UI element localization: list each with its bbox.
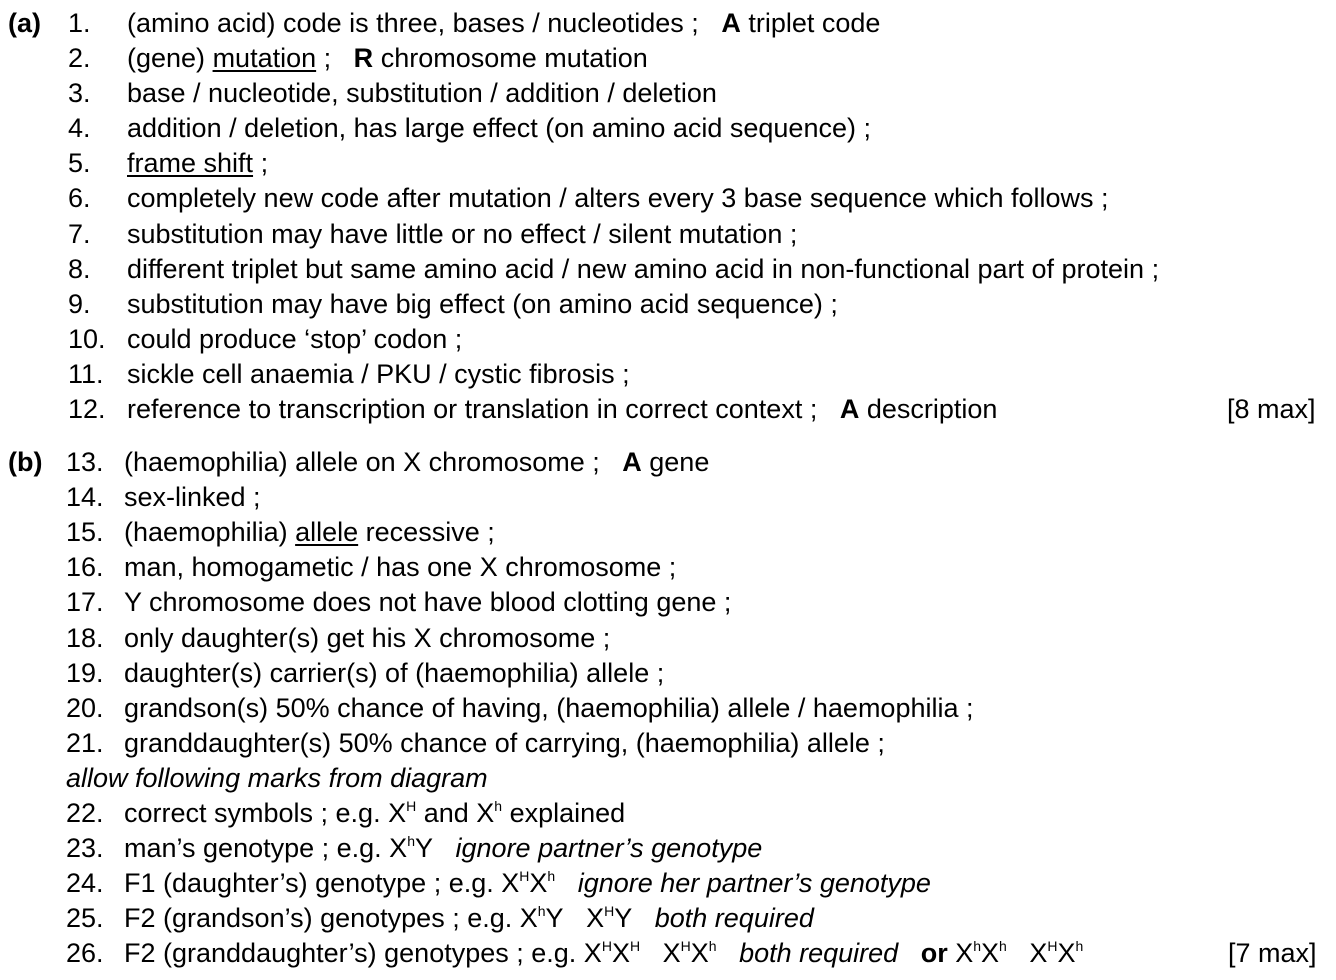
item-text: grandson(s) 50% chance of having, (haemophilia) allele / haemophilia ; xyxy=(124,693,974,723)
item-text: substitution may have little or no effect / silent mutation ; xyxy=(127,219,798,249)
item-number: 2. xyxy=(68,43,91,73)
item-text: granddaughter(s) 50% chance of carrying, (haemophilia) allele ; xyxy=(124,728,885,758)
item-number: 13. xyxy=(66,447,104,477)
item-text: sickle cell anaemia / PKU / cystic fibrosis ; xyxy=(127,359,630,389)
item-text: only daughter(s) get his X chromosome ; xyxy=(124,623,611,653)
item-number: 22. xyxy=(66,798,104,828)
item-text: man’s genotype ; e.g. $X^hY$ ignore partner’s genotype xyxy=(124,833,763,863)
item-text: correct symbols ; e.g. $X^H$ and $X^h$ explained xyxy=(124,798,626,828)
item-text: addition / deletion, has large effect (on amino acid sequence) ; xyxy=(127,113,871,143)
item-text: reference to transcription or translation in correct context ; A description xyxy=(127,394,998,424)
item-text: daughter(s) carrier(s) of (haemophilia) allele ; xyxy=(124,658,665,688)
item-number: 11. xyxy=(68,359,104,389)
item-text: F1 (daughter’s) genotype ; e.g. $X^HX^h$ ignore her partner’s genotype xyxy=(124,868,931,898)
item-text: (gene) mutation ; R chromosome mutation xyxy=(127,43,648,73)
item-number: 24. xyxy=(66,868,104,898)
item-text: (amino acid) code is three, bases / nucleotides ; A triplet code xyxy=(127,8,881,38)
item-text: Y chromosome does not have blood clotting gene ; xyxy=(124,587,732,617)
item-text: frame shift ; xyxy=(127,148,269,178)
item-number: 1. xyxy=(68,8,91,38)
item-number: 16. xyxy=(66,552,104,582)
item-number: 5. xyxy=(68,148,91,178)
item-text: completely new code after mutation / alters every 3 base sequence which follows ; xyxy=(127,183,1109,213)
item-number: 17. xyxy=(66,587,104,617)
part-b-label: (b) xyxy=(8,447,43,477)
part-a-label: (a) xyxy=(8,8,41,38)
diagram-note-text: allow following marks from diagram xyxy=(66,763,488,793)
item-number: 26. xyxy=(66,938,104,968)
item-number: 18. xyxy=(66,623,104,653)
item-number: 20. xyxy=(66,693,104,723)
item-number: 6. xyxy=(68,183,91,213)
item-number: 21. xyxy=(66,728,104,758)
item-text: F2 (granddaughter’s) genotypes ; e.g. $X^HX^H$ $X^HX^h$ both required or $X^hX^h$ $X^HX^h$ xyxy=(124,938,1084,968)
max-marks-a: [8 max] xyxy=(1227,394,1316,424)
item-text: base / nucleotide, substitution / addition / deletion xyxy=(127,78,717,108)
item-text: (haemophilia) allele recessive ; xyxy=(124,517,495,547)
item-number: 8. xyxy=(68,254,91,284)
item-number: 19. xyxy=(66,658,104,688)
item-number: 10. xyxy=(68,324,106,354)
item-number: 14. xyxy=(66,482,104,512)
item-number: 15. xyxy=(66,517,104,547)
item-number: 12. xyxy=(68,394,106,424)
item-text: different triplet but same amino acid / new amino acid in non-functional part of protein ; xyxy=(127,254,1160,284)
item-number: 23. xyxy=(66,833,104,863)
item-text: could produce ‘stop’ codon ; xyxy=(127,324,463,354)
item-number: 4. xyxy=(68,113,91,143)
item-number: 9. xyxy=(68,289,91,319)
item-text: (haemophilia) allele on X chromosome ; A gene xyxy=(124,447,710,477)
item-text: man, homogametic / has one X chromosome ; xyxy=(124,552,677,582)
max-marks-b: [7 max] xyxy=(1228,938,1317,968)
item-text: sex-linked ; xyxy=(124,482,261,512)
item-text: substitution may have big effect (on amino acid sequence) ; xyxy=(127,289,838,319)
item-text: F2 (grandson’s) genotypes ; e.g. $X^hY$ $X^HY$ both required xyxy=(124,903,814,933)
item-number: 7. xyxy=(68,219,91,249)
item-number: 3. xyxy=(68,78,91,108)
item-number: 25. xyxy=(66,903,104,933)
